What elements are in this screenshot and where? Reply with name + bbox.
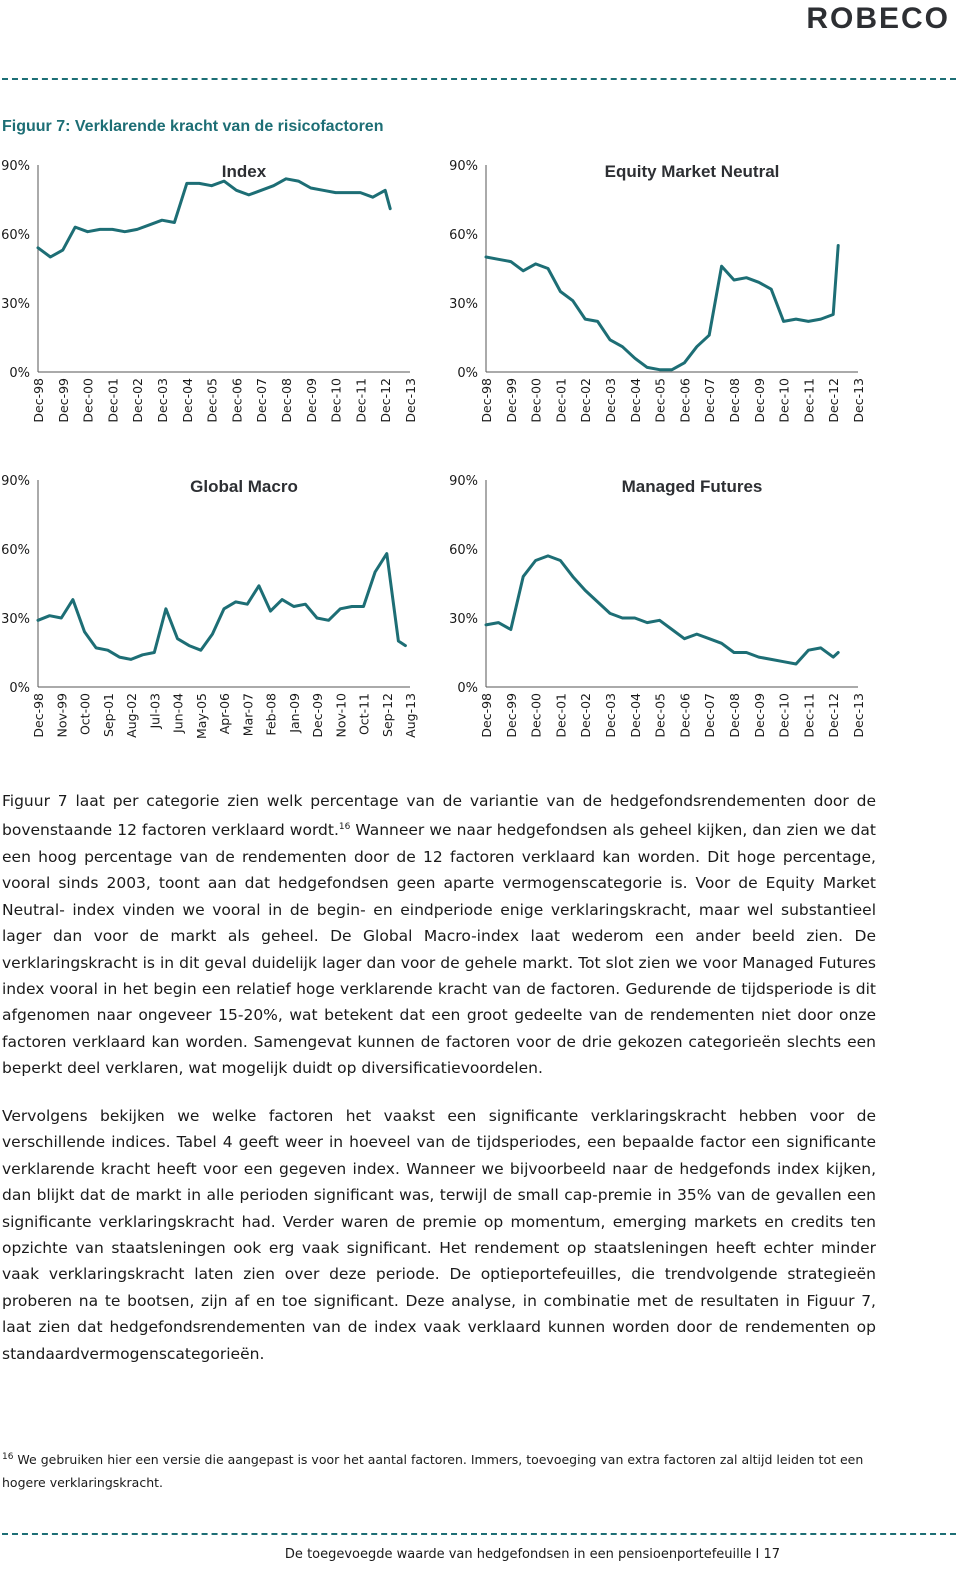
y-tick-label: 30% (1, 612, 30, 627)
x-tick-label: Oct-11 (356, 693, 372, 736)
x-tick-label: Dec-98 (479, 693, 494, 738)
x-tick-label: Dec-12 (826, 378, 842, 423)
x-tick-label: Dec-13 (851, 378, 866, 423)
x-tick-label: Dec-11 (353, 378, 369, 423)
footnote-ref-16[interactable]: 16 (338, 822, 351, 833)
y-tick-label: 60% (449, 543, 478, 558)
series-line (486, 246, 838, 370)
chart-title: Global Macro (190, 477, 298, 496)
chart-title: Index (221, 162, 267, 181)
x-tick-label: Dec-08 (727, 378, 742, 423)
x-tick-label: Dec-99 (503, 378, 519, 423)
paragraph-1-text-b: Wanneer we naar hedgefondsen als geheel kijken, dan zien we dat een hoog percentage van de rendementen door de 12 factoren verklaard kan worden. Dit hoge percentage, vooral sinds 2003, toont aan dat hedgefondsen geen aparte vermogenscategorie is. Voor de Equity Market Neutral- index vinden we vooral in de begin- en eindperiode enige verklaringskracht, maar wel substantieel lager dan voor de markt als geheel. De Global Macro-index laat wederom een ander beeld zien. De verklaringskracht is in dit geval duidelijk lager dan voor de gehele markt. Tot slot zien we voor Managed Futures index vooral in het begin een relatief hoge verklarende kracht van de factoren. Gedurende de tijdsperiode is dit afgenomen naar ongeveer 15-20%, wat betekent dat een groot gedeelte van de rendementen niet door onze factoren verklaard kan worden. Samengevat kunnen de factoren voor de drie gekozen categorieën slechts een beperkt deel verklaren, wat mogelijk duidt op diversificatievoordelen. (2, 821, 876, 1078)
figure-title: Figuur 7: Verklarende kracht van de risicofactoren (2, 118, 384, 135)
robeco-logo: ROBECO (806, 2, 950, 35)
x-tick-label: Dec-12 (826, 693, 842, 738)
x-tick-label: Dec-98 (31, 693, 46, 738)
chart-equity-market-neutral (448, 150, 928, 450)
x-tick-label: Dec-07 (254, 378, 270, 423)
chart-svg (0, 150, 480, 450)
x-tick-label: Dec-09 (303, 378, 319, 423)
x-tick-label: Apr-06 (217, 693, 232, 735)
y-tick-label: 90% (1, 159, 30, 174)
paragraph-1 (2, 788, 876, 1082)
x-tick-label: Dec-11 (801, 693, 817, 738)
y-tick-label: 0% (9, 681, 30, 696)
x-tick-label: Dec-01 (553, 378, 569, 423)
x-tick-label: Dec-05 (652, 378, 668, 423)
x-tick-label: Dec-02 (578, 378, 594, 423)
x-tick-label: Dec-06 (677, 693, 693, 738)
x-tick-label: Aug-02 (124, 693, 139, 738)
x-tick-label: Dec-04 (179, 378, 195, 423)
x-tick-label: Dec-03 (603, 378, 618, 423)
y-tick-label: 60% (1, 543, 30, 558)
top-divider (2, 78, 956, 80)
x-tick-label: Dec-01 (553, 693, 569, 738)
x-tick-label: Dec-09 (751, 378, 767, 423)
paragraph-2 (2, 1103, 876, 1367)
footnote (2, 1446, 872, 1494)
x-tick-label: Dec-04 (627, 693, 643, 738)
chart-svg (448, 465, 928, 765)
footnote-text: We gebruiken hier een versie die aangepast is voor het aantal factoren. Immers, toevoeging van extra factoren zal altijd leiden tot een hogere verklaringskracht. (2, 1452, 864, 1491)
x-tick-label: Nov-10 (333, 693, 349, 738)
x-tick-label: Dec-08 (727, 693, 742, 738)
y-tick-label: 60% (1, 228, 30, 243)
y-tick-label: 60% (449, 228, 478, 243)
x-tick-label: Dec-98 (31, 378, 46, 423)
chart-title: Equity Market Neutral (604, 162, 780, 181)
x-tick-label: Dec-99 (55, 378, 71, 423)
series-line (486, 556, 838, 664)
x-tick-label: Dec-12 (378, 378, 394, 423)
y-tick-label: 30% (449, 297, 478, 312)
x-tick-label: Aug-13 (403, 693, 418, 738)
x-tick-label: Mar-07 (240, 693, 256, 737)
x-tick-label: Sep-12 (379, 693, 395, 737)
x-tick-label: Dec-02 (130, 378, 146, 423)
x-tick-label: Jan-09 (286, 693, 302, 733)
chart-svg (0, 465, 480, 765)
x-tick-label: Dec-03 (603, 693, 618, 738)
x-tick-label: Dec-07 (702, 693, 718, 738)
y-tick-label: 90% (1, 474, 30, 489)
x-tick-label: Jul-03 (147, 693, 163, 729)
x-tick-label: Dec-13 (403, 378, 418, 423)
chart-global-macro (0, 465, 480, 765)
x-tick-label: Dec-00 (80, 378, 96, 423)
x-tick-label: Dec-09 (751, 693, 767, 738)
footnote-number: 16 (2, 1452, 14, 1462)
x-tick-label: Dec-06 (229, 378, 245, 423)
page-footer: De toegevoegde waarde van hedgefondsen in een pensioenportefeuille I 17 (284, 1547, 780, 1562)
x-tick-label: Dec-10 (776, 378, 792, 423)
y-tick-label: 0% (457, 366, 478, 381)
x-tick-label: Nov-99 (54, 693, 70, 738)
x-tick-label: Dec-00 (528, 378, 544, 423)
y-tick-label: 0% (457, 681, 478, 696)
bottom-divider (2, 1533, 956, 1535)
x-tick-label: Dec-03 (155, 378, 170, 423)
x-tick-label: Dec-98 (479, 378, 494, 423)
chart-managed-futures (448, 465, 928, 765)
x-tick-label: Sep-01 (100, 693, 116, 737)
x-tick-label: Dec-04 (627, 378, 643, 423)
x-tick-label: Dec-05 (652, 693, 668, 738)
x-tick-label: Dec-06 (677, 378, 693, 423)
y-tick-label: 90% (449, 159, 478, 174)
x-tick-label: Dec-10 (776, 693, 792, 738)
x-tick-label: Oct-00 (77, 693, 93, 736)
paragraph-2-text: Vervolgens bekijken we welke factoren het vaakst een significante verklaringskracht hebben voor de verschillende indices. Tabel 4 geeft weer in hoeveel van de tijdsperiodes, een bepaalde factor een significante verklarende kracht heeft voor een gegeven index. Wanneer we bijvoorbeeld naar de hedgefonds index kijken, dan blijkt dat de markt in alle perioden significant was, terwijl de small cap-premie in 35% van de gevallen een significante verklaringskracht had. Verder waren de premie op momentum, emerging markets en credits ten opzichte van staatsleningen ook erg vaak significant. Het rendement op staatsleningen heeft echter minder vaak verklaringskracht laten zien over deze periode. De optieportefeuilles, die trendvolgende strategieën proberen na te bootsen, zijn af en toe significant. Deze analyse, in combinatie met de resultaten in Figuur 7, laat zien dat hedgefondsrendementen van de index vaak verklaard kunnen worden door de rendementen op standaardvermogenscategorieën. (2, 1107, 876, 1363)
x-tick-label: May-05 (193, 693, 209, 740)
y-tick-label: 30% (1, 297, 30, 312)
x-tick-label: Dec-05 (204, 378, 220, 423)
chart-title: Managed Futures (621, 477, 763, 496)
y-tick-label: 0% (9, 366, 30, 381)
x-tick-label: Dec-09 (310, 693, 325, 738)
paragraph-1-text-a: Figuur 7 laat per categorie zien welk percentage van de variantie van de hedgefondsrendementen door de bovenstaande 12 factoren verklaard wordt. (2, 792, 876, 840)
x-tick-label: Dec-00 (528, 693, 544, 738)
series-line (38, 179, 390, 257)
x-tick-label: Jun-04 (170, 693, 186, 733)
x-tick-label: Feb-08 (263, 693, 279, 736)
x-tick-label: Dec-02 (578, 693, 594, 738)
x-tick-label: Dec-07 (702, 378, 718, 423)
x-tick-label: Dec-01 (105, 378, 121, 423)
x-tick-label: Dec-11 (801, 378, 817, 423)
chart-index (0, 150, 480, 450)
chart-svg (448, 150, 928, 450)
y-tick-label: 90% (449, 474, 478, 489)
x-tick-label: Dec-10 (328, 378, 344, 423)
series-line (38, 554, 405, 660)
x-tick-label: Dec-08 (279, 378, 294, 423)
x-tick-label: Dec-99 (503, 693, 519, 738)
y-tick-label: 30% (449, 612, 478, 627)
x-tick-label: Dec-13 (851, 693, 866, 738)
